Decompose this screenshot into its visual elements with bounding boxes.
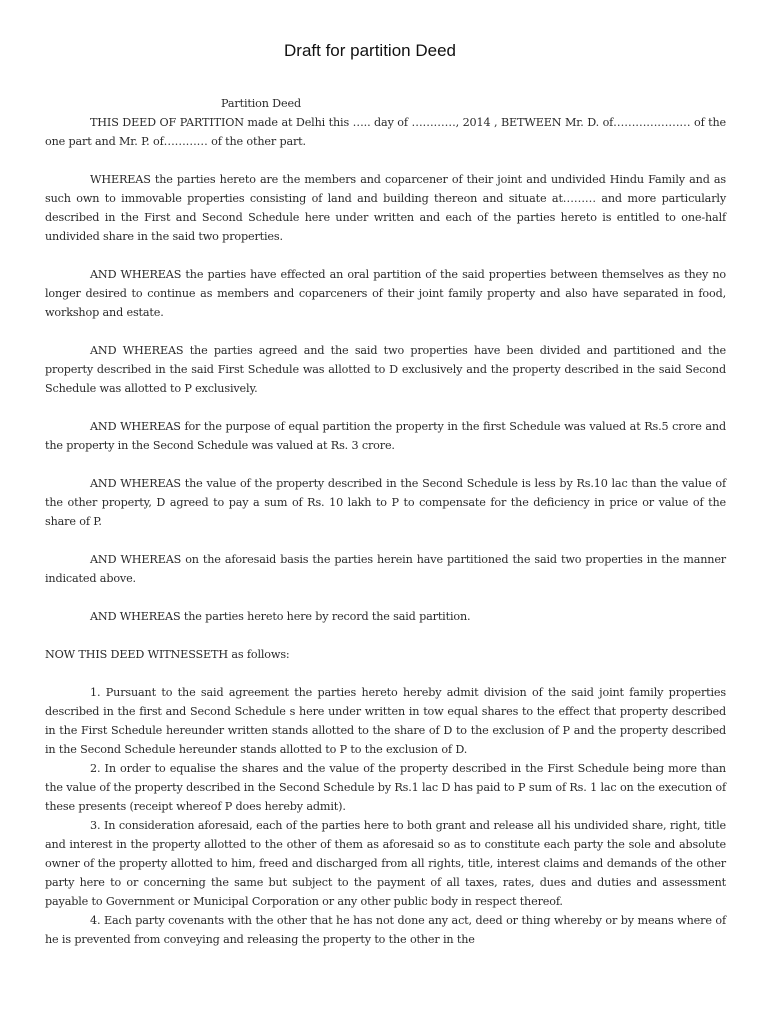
recital-paragraph: AND WHEREAS the value of the property described in the Second Schedule is less by Rs.10 lac than the value of the other property, D agreed to pay a sum of Rs. 10 lakh to P to compensate for the deficiency in price or value of the share of P. <box>45 477 726 528</box>
witnesseth-heading: NOW THIS DEED WITNESSETH as follows: <box>45 648 290 661</box>
recital-paragraph: AND WHEREAS on the aforesaid basis the parties herein have partitioned the said two properties in the manner indicated above. <box>45 553 726 585</box>
recital-paragraph: WHEREAS the parties hereto are the members and coparcener of their joint and undivided Hindu Family and as such own to immovable properties consisting of land and building thereon and situate at……… and more particularly described in the First and Second Schedule here under written and each of the parties hereto is entitled to one-half undivided share in the said two properties. <box>45 173 726 243</box>
intro-paragraph: THIS DEED OF PARTITION made at Delhi this ….. day of …………, 2014 , BETWEEN Mr. D. of………………… of the one part and Mr. P. of………… of the other part. <box>45 116 726 148</box>
recital-paragraph: AND WHEREAS for the purpose of equal partition the property in the first Schedule was valued at Rs.5 crore and the property in the Second Schedule was valued at Rs. 3 crore. <box>45 420 726 452</box>
recital-paragraph: AND WHEREAS the parties agreed and the said two properties have been divided and partitioned and the property described in the said First Schedule was allotted to D exclusively and the property described in the said Second Schedule was allotted to P exclusively. <box>45 344 726 395</box>
recital-paragraph: AND WHEREAS the parties hereto here by record the said partition. <box>90 610 471 623</box>
clause-paragraph: 2. In order to equalise the shares and the value of the property described in the First Schedule being more than the value of the property described in the Second Schedule by Rs.1 lac D has paid to P sum of Rs. 1 lac on the execution of these presents (receipt whereof P does hereby admit). <box>45 762 726 813</box>
clause-paragraph: 3. In consideration aforesaid, each of the parties here to both grant and release all his undivided share, right, title and interest in the property allotted to the other of them as aforesaid so as to constitute each party the sole and absolute owner of the property allotted to him, freed and discharged from all rights, title, interest claims and demands of the other party here to or concerning the same but subject to the payment of all taxes, rates, dues and duties and assessment payable to Government or Municipal Corporation or any other public body in respect thereof. <box>45 819 726 908</box>
document-title: Draft for partition Deed <box>284 41 456 60</box>
document-body <box>45 94 726 949</box>
deed-subtitle: Partition Deed <box>221 97 301 110</box>
clause-paragraph: 1. Pursuant to the said agreement the parties hereto hereby admit division of the said joint family properties described in the first and Second Schedule s here under written in tow equal shares to the effect that property described in the First Schedule hereunder written stands allotted to the share of D to the exclusion of P and the property described in the Second Schedule hereunder stands allotted to P to the exclusion of D. <box>45 686 726 756</box>
recital-paragraph: AND WHEREAS the parties have effected an oral partition of the said properties between themselves as they no longer desired to continue as members and coparceners of their joint family property and also have separated in food, workshop and estate. <box>45 268 726 319</box>
clause-paragraph: 4. Each party covenants with the other that he has not done any act, deed or thing whereby or by means where of he is prevented from conveying and releasing the property to the other in the <box>45 914 726 946</box>
